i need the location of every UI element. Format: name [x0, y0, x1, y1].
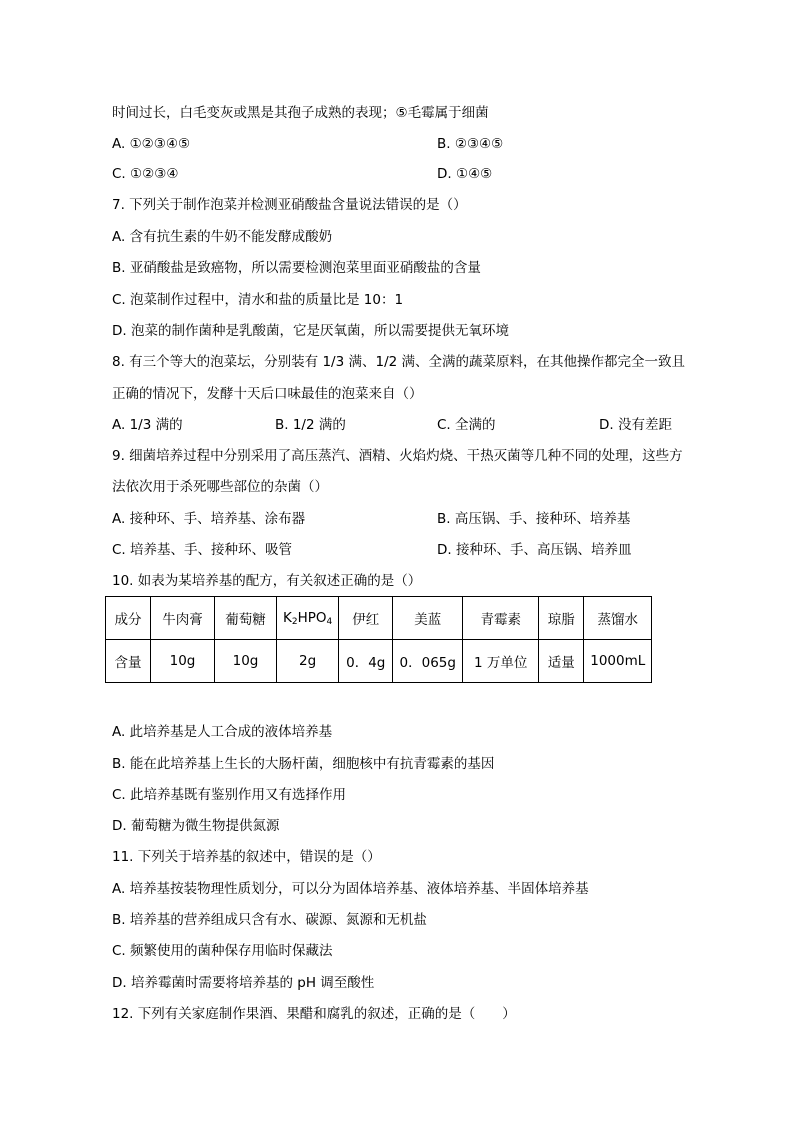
q6-option-b: B. ②③④⑤ [437, 136, 504, 152]
q9-option-a: A. 接种环、手、培养基、涂布器 [112, 511, 306, 527]
table-cell: 牛肉膏 [151, 597, 215, 640]
q7-option-a: A. 含有抗生素的牛奶不能发酵成酸奶 [112, 229, 333, 245]
q7-option-c: C. 泡菜制作过程中，清水和盐的质量比是 10：1 [112, 292, 404, 308]
q11-option-a: A. 培养基按装物理性质划分，可以分为固体培养基、液体培养基、半固体培养基 [112, 881, 589, 897]
q10-option-b: B. 能在此培养基上生长的大肠杆菌，细胞核中有抗青霉素的基因 [112, 756, 495, 772]
table-cell-k2hpo4: $K_2HPO_4$ [277, 597, 339, 640]
q9-option-c: C. 培养基、手、接种环、吸管 [112, 542, 293, 558]
table-cell: 0．065g [393, 640, 463, 683]
q8-stem-line1: 8. 有三个等大的泡菜坛，分别装有 1/3 满、1/2 满、全满的蔬菜原料，在其他操作都完全一致且 [112, 354, 685, 370]
table-cell: 伊红 [339, 597, 393, 640]
table-cell: 美蓝 [393, 597, 463, 640]
q8-option-b: B. 1/2 满的 [275, 417, 346, 433]
q10-option-c: C. 此培养基既有鉴别作用又有选择作用 [112, 787, 347, 803]
q10-option-d: D. 葡萄糖为微生物提供氮源 [112, 818, 280, 834]
table-cell: 1000mL [584, 640, 652, 683]
table-cell: 葡萄糖 [215, 597, 277, 640]
table-cell: 蒸馏水 [584, 597, 652, 640]
q7-option-d: D. 泡菜的制作菌种是乳酸菌，它是厌氧菌，所以需要提供无氧环境 [112, 323, 509, 339]
q10-stem: 10. 如表为某培养基的配方，有关叙述正确的是（） [112, 573, 422, 589]
table-row-values [106, 640, 652, 683]
table-row-header [106, 597, 652, 640]
q9-option-b: B. 高压锅、手、接种环、培养基 [437, 511, 631, 527]
q8-stem-line2: 正确的情况下，发酵十天后口味最佳的泡菜来自（） [112, 386, 423, 402]
q7-stem: 7. 下列关于制作泡菜并检测亚硝酸盐含量说法错误的是（） [112, 197, 467, 213]
recipe-table [105, 596, 652, 683]
table-cell: 琼脂 [539, 597, 584, 640]
table-cell: 青霉素 [463, 597, 539, 640]
q6-stem-tail: 时间过长，白毛变灰或黑是其孢子成熟的表现；⑤毛霉属于细菌 [112, 105, 489, 121]
table-cell: 1 万单位 [463, 640, 539, 683]
q11-option-d: D. 培养霉菌时需要将培养基的 pH 调至酸性 [112, 975, 375, 991]
q11-stem: 11. 下列关于培养基的叙述中，错误的是（） [112, 849, 381, 865]
q8-option-c: C. 全满的 [437, 417, 496, 433]
q6-option-c: C. ①②③④ [112, 166, 179, 182]
q8-option-d: D. 没有差距 [599, 417, 672, 433]
table-cell: 成分 [106, 597, 151, 640]
table-cell: 含量 [106, 640, 151, 683]
q9-option-d: D. 接种环、手、高压锅、培养皿 [437, 542, 632, 558]
q9-stem-line2: 法依次用于杀死哪些部位的杂菌（） [112, 479, 328, 495]
q9-stem-line1: 9. 细菌培养过程中分别采用了高压蒸汽、酒精、火焰灼烧、干热灭菌等几种不同的处理，这些方 [112, 448, 683, 464]
q8-option-a: A. 1/3 满的 [112, 417, 183, 433]
q6-option-d: D. ①④⑤ [437, 166, 493, 182]
table-cell: 2g [277, 640, 339, 683]
q12-stem: 12. 下列有关家庭制作果酒、果醋和腐乳的叙述，正确的是（ ） [112, 1006, 516, 1022]
q11-option-b: B. 培养基的营养组成只含有水、碳源、氮源和无机盐 [112, 912, 427, 928]
q7-option-b: B. 亚硝酸盐是致癌物，所以需要检测泡菜里面亚硝酸盐的含量 [112, 260, 481, 276]
q11-option-c: C. 频繁使用的菌种保存用临时保藏法 [112, 943, 333, 959]
q10-option-a: A. 此培养基是人工合成的液体培养基 [112, 724, 333, 740]
table-cell: 10g [151, 640, 215, 683]
table-cell: 适量 [539, 640, 584, 683]
table-cell: 10g [215, 640, 277, 683]
q6-option-a: A. ①②③④⑤ [112, 136, 191, 152]
table-cell: 0．4g [339, 640, 393, 683]
